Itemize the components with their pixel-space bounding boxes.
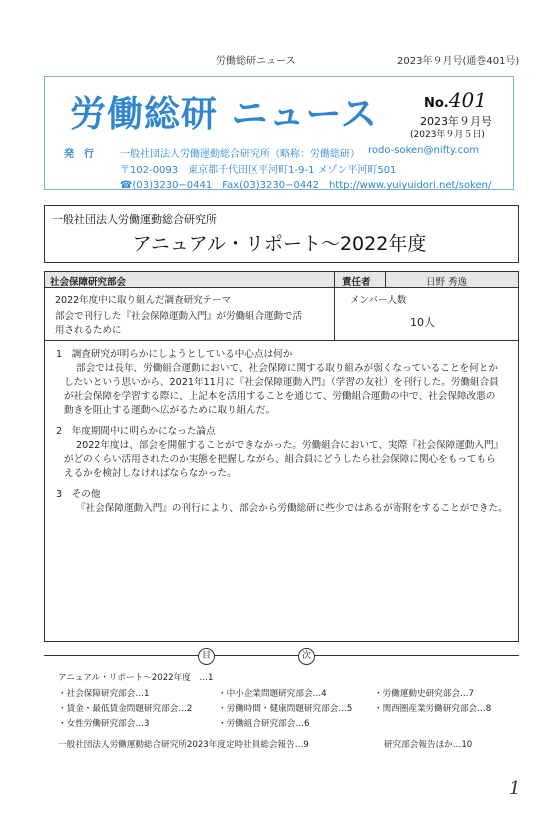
report-title: アニュアル・リポート～2022年度 bbox=[132, 233, 427, 255]
issue-date: 2023年９月号 bbox=[420, 115, 492, 128]
theme-line-1: 部会で刊行した『社会保障運動入門』が労働組合運動で活 bbox=[55, 311, 303, 322]
toc-circle-1: 目 bbox=[198, 648, 215, 665]
members-value: 10人 bbox=[410, 316, 435, 329]
toc-item[interactable]: ・労働組合研究部会…6 bbox=[218, 719, 310, 729]
responsible-label: 責任者 bbox=[342, 277, 371, 288]
toc-footer-right[interactable]: 研究部会報告ほか…10 bbox=[384, 740, 473, 750]
issue-date-sub: (2023年９月５日) bbox=[410, 130, 485, 140]
issue-number-value: 401 bbox=[448, 88, 487, 112]
publisher-label: 発 行 bbox=[64, 149, 94, 160]
section-2-heading: 2 年度期間中に明らかになった論点 bbox=[56, 426, 216, 437]
running-date: 2023年９月号(通巻401号) bbox=[397, 56, 520, 67]
members-label: メンバー人数 bbox=[350, 295, 407, 306]
toc-circle-2: 次 bbox=[298, 648, 315, 665]
section-2-line-2: がどのくらい活用されたのか実態を把握しながら、組合員にどうしたら社会保障に関心をもってもら bbox=[64, 454, 496, 465]
info-table-col-divider bbox=[334, 271, 335, 341]
toc-item[interactable]: ・女性労働研究部会…3 bbox=[58, 719, 150, 729]
masthead-brand: 労働総研 ニュース bbox=[70, 93, 378, 135]
section-1-line-1: 部会では長年、労働組合運動において、社会保障に関する取り組みが弱くなっていることを何とか bbox=[76, 363, 498, 374]
section-1-line-3: が社会保障を学習する際に、上記本を活用することを通じて、労働組合運動の中で、社会保障改悪の bbox=[64, 391, 496, 402]
section-2-line-1: 2022年度は、部会を開催することができなかった。労働組合において、実際『社会保障運動入門』 bbox=[76, 440, 504, 451]
theme-label: 2022年度中に取り組んだ調査研究テーマ bbox=[55, 295, 232, 306]
section-1-line-4: 動きを阻止する運動へ広がるために取り組んだ。 bbox=[64, 405, 276, 416]
toc-item[interactable]: ・労働運動史研究部会…7 bbox=[374, 689, 474, 699]
page-number: 1 bbox=[509, 778, 521, 799]
info-table-col-divider-2 bbox=[385, 271, 386, 287]
toc-item-main[interactable]: アニュアル・リポート～2022年度 …1 bbox=[58, 673, 214, 683]
section-3-line-1: 『社会保障運動入門』の刊行により、部会から労働総研に些少ではあるが寄附をすることができた。 bbox=[76, 503, 508, 514]
responsible-name: 日野 秀逸 bbox=[426, 277, 468, 288]
toc-item[interactable]: ・社会保障研究部会…1 bbox=[58, 689, 150, 699]
section-name: 社会保障研究部会 bbox=[50, 277, 127, 288]
toc-footer-left[interactable]: 一般社団法人労働運動総合研究所2023年度定時社員総会報告…9 bbox=[58, 740, 309, 750]
publisher-address: 〒102-0093 東京都千代田区平河町1-9-1 メゾン平河町501 bbox=[120, 165, 397, 176]
publisher-name: 一般社団法人労働運動総合研究所（略称：労働総研） bbox=[120, 149, 360, 160]
toc-item[interactable]: ・中小企業問題研究部会…4 bbox=[218, 689, 327, 699]
organization-name: 一般社団法人労働運動総合研究所 bbox=[52, 213, 217, 226]
section-1-line-2: したいという思いから、2021年11月に『社会保障運動入門』（学習の友社）を刊行した。労働組合員 bbox=[64, 377, 499, 388]
section-2-line-3: えるかを検討しなければならなかった。 bbox=[64, 468, 237, 479]
toc-item[interactable]: ・労働時間・健康問題研究部会…5 bbox=[218, 704, 353, 714]
theme-line-2: 用されるために bbox=[55, 325, 122, 336]
issue-number bbox=[424, 88, 487, 112]
publisher-email[interactable]: rodo-soken@nifty.com bbox=[368, 145, 479, 156]
toc-item[interactable]: ・賃金・最低賃金問題研究部会…2 bbox=[58, 704, 193, 714]
toc-item[interactable]: ・関西圏産業労働研究部会…8 bbox=[374, 704, 492, 714]
section-1-heading: 1 調査研究が明らかにしようとしている中心点は何か bbox=[56, 349, 293, 360]
publisher-contact: ☎(03)3230−0441 Fax(03)3230−0442 http://www.yuiyuidori.net/soken/ bbox=[120, 180, 492, 191]
issue-prefix: No. bbox=[424, 96, 449, 111]
section-3-heading: 3 その他 bbox=[56, 489, 101, 500]
running-title: 労働総研ニュース bbox=[216, 56, 296, 67]
